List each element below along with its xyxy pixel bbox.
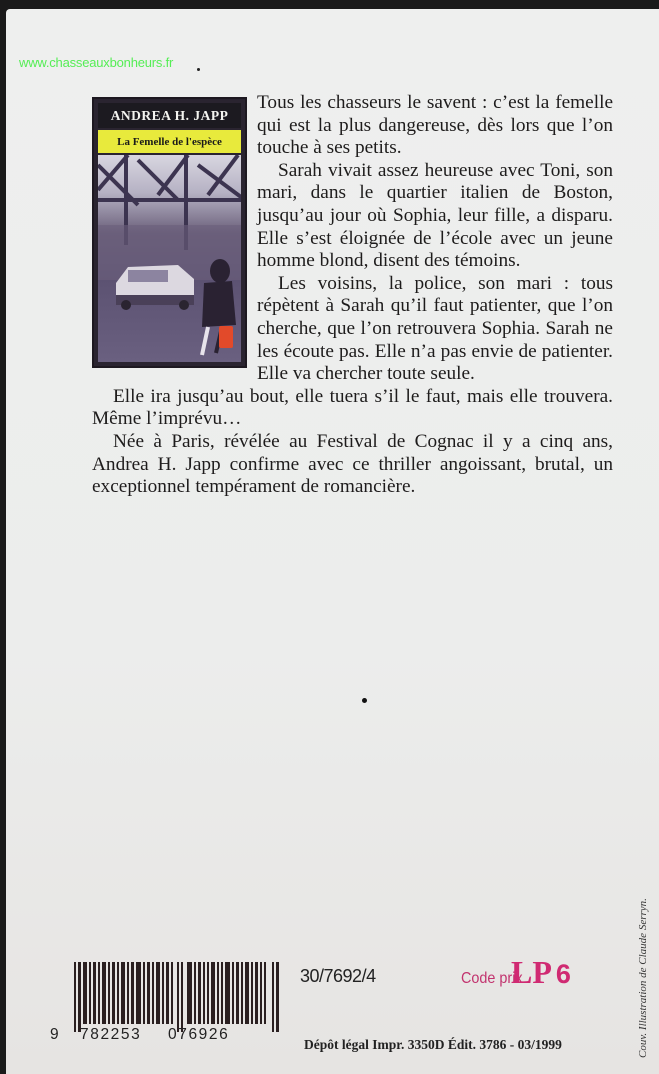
price-code-number: 6 <box>555 959 571 989</box>
blurb-paragraph: Les voisins, la police, son mari : tous répètent à Sarah qu’il faut patienter, que l’on cherche, que l’on retrouvera Sophia. Sarah ne les écoute pas. Elle n’a pas envie de patienter. Elle va chercher toute seule. <box>257 272 613 385</box>
price-code-letters: LP <box>511 954 552 990</box>
publisher-logo-icon <box>219 326 233 348</box>
blurb-paragraph: Tous les chasseurs le savent : c’est la femelle qui est la plus dangereuse, dès lors que l’on touche à ses petits. <box>257 92 613 159</box>
blurb-paragraph: Sarah vivait assez heureuse avec Toni, son mari, dans le quartier italien de Boston, jusqu’au jour où Sophia, leur fille, a disparu. Elle s’est éloignée de l’école avec un jeune homme blond, disent des témoins. <box>257 159 613 272</box>
cover-credit: Couv. Illustration de Claude Serryn. <box>637 898 649 1058</box>
barcode <box>74 962 281 1032</box>
blurb-paragraph: Elle ira jusqu’au bout, elle tuera s’il le faut, mais elle trouvera. Même l’imprévu… <box>92 385 613 430</box>
print-speck <box>197 68 200 71</box>
ean-right-group: 076926 <box>168 1026 230 1043</box>
cover-author: ANDREA H. JAPP <box>98 103 241 128</box>
price-code-label: Code prix <box>461 970 523 987</box>
blurb-paragraph: Née à Paris, révélée au Festival de Cognac il y a cinq ans, Andrea H. Japp confirme avec ce thriller angoissant, brutal, un exceptionnel tempérament de romancière. <box>92 430 613 498</box>
catalog-number: 30/7692/4 <box>300 966 376 986</box>
legal-deposit: Dépôt légal Impr. 3350D Édit. 3786 - 03/1999 <box>304 1037 562 1052</box>
ean-left-group: 782253 <box>80 1026 142 1043</box>
price-code <box>511 954 571 991</box>
cover-illustration <box>98 155 241 362</box>
separator-dot <box>362 698 367 703</box>
ean-first-digit: 9 <box>50 1026 61 1043</box>
watermark-url: www.chasseauxbonheurs.fr <box>19 55 174 70</box>
front-cover-thumbnail <box>92 97 247 368</box>
cover-title: La Femelle de l'espèce <box>98 130 241 153</box>
